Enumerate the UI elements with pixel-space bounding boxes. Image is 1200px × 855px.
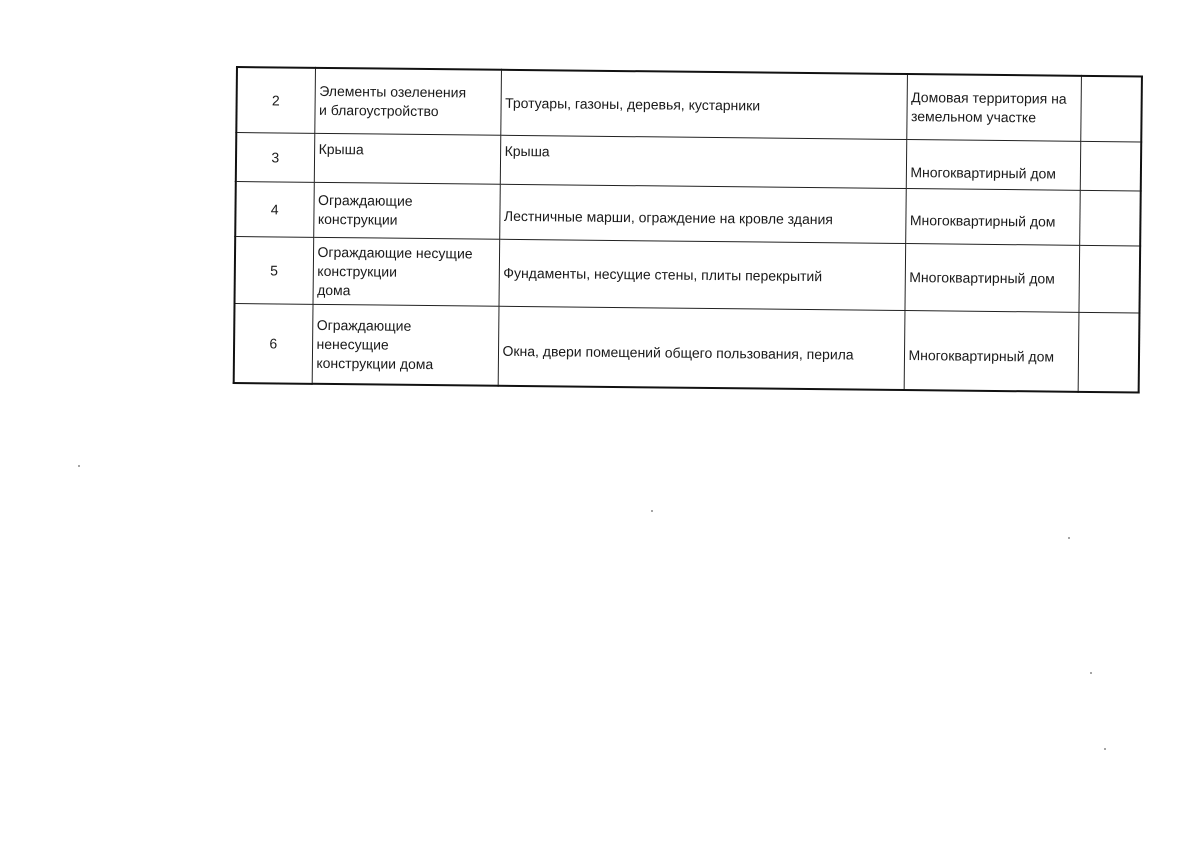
table-row — [235, 182, 1141, 246]
row-number: 6 — [234, 303, 313, 383]
scan-speck — [1068, 537, 1070, 539]
empty-cell — [1078, 245, 1140, 313]
table-container — [233, 66, 1141, 393]
element-name: Ограждающие несущие конструкции дома — [313, 237, 500, 306]
element-location: Многоквартирный дом — [905, 189, 1080, 246]
element-description: Лестничные марши, ограждение на кровле здания — [499, 184, 906, 243]
scan-speck — [1090, 672, 1092, 674]
element-location: Многоквартирный дом — [904, 244, 1079, 313]
empty-cell — [1080, 76, 1142, 142]
empty-cell — [1080, 141, 1142, 191]
element-location: Многоквартирный дом — [906, 140, 1081, 191]
element-description: Крыша — [500, 135, 906, 188]
element-name: Крыша — [314, 133, 501, 184]
table-row — [236, 67, 1142, 142]
element-description: Тротуары, газоны, деревья, кустарники — [500, 70, 907, 140]
row-number: 4 — [235, 182, 314, 238]
empty-cell — [1079, 190, 1141, 246]
element-name: Ограждающие конструкции — [313, 182, 500, 239]
element-name: Элементы озеленения и благоустройство — [314, 68, 501, 135]
scan-speck — [1104, 748, 1106, 750]
property-elements-table — [233, 66, 1143, 393]
table-row — [234, 303, 1140, 392]
scan-speck — [651, 510, 653, 512]
element-description: Окна, двери помещений общего пользования, перила — [498, 306, 905, 390]
element-name: Ограждающие ненесущие конструкции дома — [312, 304, 499, 385]
element-location: Домовая территория на земельном участке — [906, 74, 1081, 141]
row-number: 5 — [235, 237, 314, 305]
empty-cell — [1078, 312, 1140, 392]
row-number: 2 — [236, 67, 315, 133]
scan-speck — [78, 465, 80, 467]
row-number: 3 — [236, 133, 315, 183]
element-description: Фундаменты, несущие стены, плиты перекрытий — [498, 239, 905, 310]
table-row — [235, 237, 1141, 313]
element-location: Многоквартирный дом — [904, 311, 1079, 392]
